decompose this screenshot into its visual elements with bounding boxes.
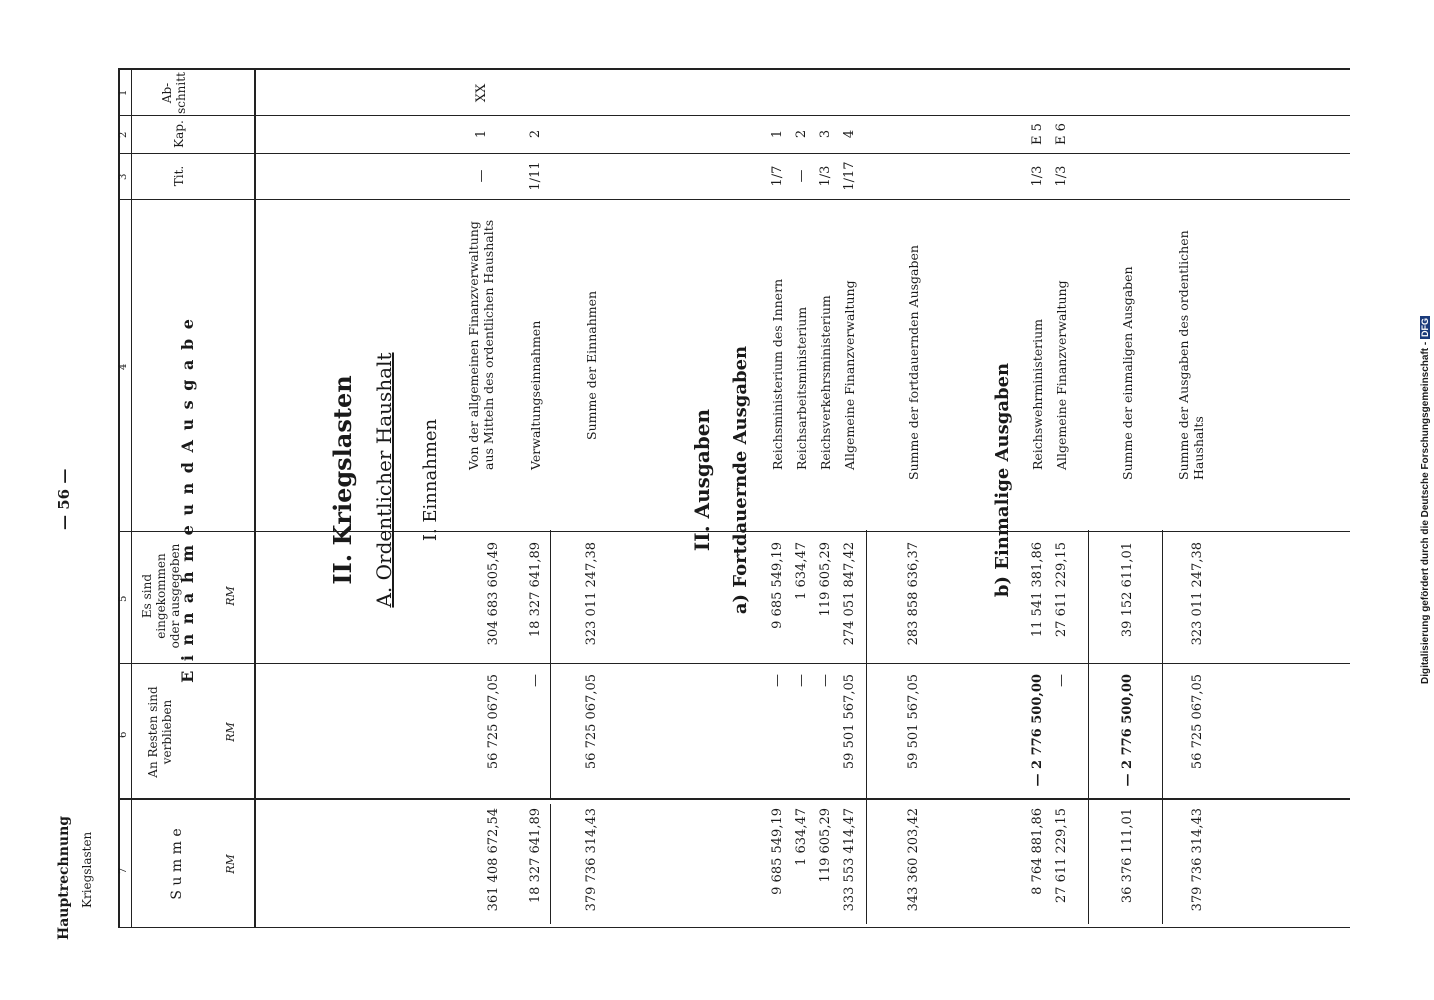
sum-fortdauernde-col5: 283 858 636,37 <box>906 542 921 646</box>
sum-einmalige-label: Summe der einmaligen Ausgaben <box>1120 266 1135 480</box>
einnahmen-heading: I. Einnahmen <box>420 418 441 542</box>
row1-col6: 56 725 067,05 <box>486 674 501 770</box>
einm1-tit: 1/3 <box>1030 165 1045 187</box>
einm1-kap: E 5 <box>1030 123 1045 145</box>
row2-col7: 18 327 641,89 <box>528 808 543 904</box>
einm1-label: Reichswehrministerium <box>1030 318 1045 470</box>
row1-tit: — <box>474 169 489 183</box>
einm1-col5: 11 541 381,86 <box>1030 542 1045 638</box>
header-unit-6: RM <box>224 722 237 742</box>
credit-text: Digitalisierung gefördert durch die Deutsche Forschungsgemeinschaft - <box>1420 341 1431 685</box>
col-sep-3-4 <box>118 199 1350 200</box>
running-title: Hauptrechnung <box>56 815 72 940</box>
col-sep-1-2 <box>118 115 1350 116</box>
colnum-2: 2 <box>118 131 129 138</box>
row1-kap: 1 <box>474 129 489 139</box>
sum-fortdauernde-col7: 343 360 203,42 <box>906 808 921 912</box>
row1-label: Von der allgemeinen Finanzverwaltung aus Mitteln des ordentlichen Haushalts <box>466 219 496 470</box>
fort1-label: Reichsministerium des Innern <box>770 278 785 470</box>
sum-einmalige-col7: 36 376 111,01 <box>1120 808 1135 904</box>
fort1-tit: 1/7 <box>770 165 785 187</box>
row2-col6: — <box>528 674 543 687</box>
fort4-tit: 1/17 <box>842 161 857 191</box>
colnum-6: 6 <box>118 731 129 738</box>
einm2-col6: — <box>1054 674 1069 687</box>
dfg-logo: DFG <box>1420 317 1430 337</box>
row2-tit: 1/11 <box>528 161 543 191</box>
fort4-kap: 4 <box>842 129 857 139</box>
colnum-5: 5 <box>118 595 129 602</box>
fort2-col7: 1 634,47 <box>794 808 809 866</box>
colnum-3: 3 <box>118 173 129 180</box>
fort1-col6: — <box>770 674 785 687</box>
col-sep-2-3 <box>118 153 1350 154</box>
fort2-col6: — <box>794 674 809 687</box>
row2-col5: 18 327 641,89 <box>528 542 543 638</box>
header-kap: Kap. <box>172 120 186 148</box>
einmalige-heading: b) Einmalige Ausgaben <box>992 362 1013 598</box>
fort3-label: Reichsverkehrsministerium <box>818 295 833 470</box>
header-resten: An Resten sind verblieben <box>146 686 174 778</box>
fort2-kap: 2 <box>794 129 809 139</box>
header-einnahme-ausgabe: E i n n a h m e u n d A u s g a b e <box>178 317 197 683</box>
colnum-1: 1 <box>118 89 129 96</box>
fort4-col6: 59 501 567,05 <box>842 674 857 770</box>
einm2-col5: 27 611 229,15 <box>1054 542 1069 638</box>
fort4-col7: 333 553 414,47 <box>842 808 857 912</box>
digitization-credit <box>1420 0 1434 1000</box>
einm2-col7: 27 611 229,15 <box>1054 808 1069 904</box>
header-unit-5: RM <box>224 586 237 606</box>
fort3-col7: 119 605,29 <box>818 808 833 883</box>
fort2-label: Reichsarbeitsministerium <box>794 306 809 470</box>
fort3-tit: 1/3 <box>818 165 833 187</box>
fort2-col5: 1 634,47 <box>794 542 809 600</box>
einm2-kap: E 6 <box>1054 123 1069 145</box>
fortdauernde-heading: a) Fortdauernde Ausgaben <box>730 345 751 615</box>
subsection-heading: A. Ordentlicher Haushalt <box>372 352 396 608</box>
fort3-kap: 3 <box>818 129 833 139</box>
running-subtitle: Kriegslasten <box>80 831 94 908</box>
colnum-7: 7 <box>118 867 129 874</box>
page-number: — 56 — <box>55 468 73 530</box>
header-summe: S u m m e <box>169 828 185 900</box>
sum-einmalige-col5: 39 152 611,01 <box>1120 542 1135 638</box>
einm1-col6: — 2 776 500,00 <box>1030 674 1045 787</box>
colnum-4: 4 <box>118 363 129 370</box>
row1-col7: 361 408 672,54 <box>486 808 501 912</box>
fort4-label: Allgemeine Finanzverwaltung <box>842 280 857 470</box>
sum-ausgaben-label: Summe der Ausgaben des ordentlichen Haushalts <box>1176 230 1206 480</box>
frame-left <box>118 927 1350 928</box>
header-tit: Tit. <box>172 165 186 187</box>
fort3-col6: — <box>818 674 833 687</box>
fort1-kap: 1 <box>770 129 785 139</box>
row1-abschnitt: XX <box>474 83 489 103</box>
header-unit-7: RM <box>224 854 237 874</box>
sum-ausgaben-col7: 379 736 314,43 <box>1190 808 1205 912</box>
fort1-col7: 9 685 549,19 <box>770 808 785 895</box>
fort2-tit: — <box>794 169 809 183</box>
sum-einnahmen-col7: 379 736 314,43 <box>584 808 599 912</box>
fort3-col5: 119 605,29 <box>818 542 833 617</box>
ausgaben-heading: II. Ausgaben <box>690 408 714 552</box>
sum-ausgaben-col5: 323 011 247,38 <box>1190 542 1205 646</box>
sum-einnahmen-col5: 323 011 247,38 <box>584 542 599 646</box>
einm1-col7: 8 764 881,86 <box>1030 808 1045 895</box>
frame-right <box>118 68 1350 70</box>
sum-ausgaben-col6: 56 725 067,05 <box>1190 674 1205 770</box>
sum-fortdauernde-col6: 59 501 567,05 <box>906 674 921 770</box>
header-eingekommen: Es sind eingekommen oder ausgegeben <box>140 543 182 649</box>
sum-fortdauernde-label: Summe der fortdauernden Ausgaben <box>906 245 921 480</box>
sum-einnahmen-label: Summe der Einnahmen <box>584 290 599 440</box>
einm2-label: Allgemeine Finanzverwaltung <box>1054 280 1069 470</box>
row1-col5: 304 683 605,49 <box>486 542 501 646</box>
fort1-col5: 9 685 549,19 <box>770 542 785 629</box>
row2-label: Verwaltungseinnahmen <box>528 320 543 470</box>
fort4-col5: 274 051 847,42 <box>842 542 857 646</box>
sum-einnahmen-col6: 56 725 067,05 <box>584 674 599 770</box>
einm2-tit: 1/3 <box>1054 165 1069 187</box>
section-heading: II. Kriegslasten <box>328 375 357 585</box>
row2-kap: 2 <box>528 129 543 139</box>
sum-einmalige-col6: — 2 776 500,00 <box>1120 674 1135 787</box>
header-abschnitt: Ab-schnitt <box>160 72 188 114</box>
